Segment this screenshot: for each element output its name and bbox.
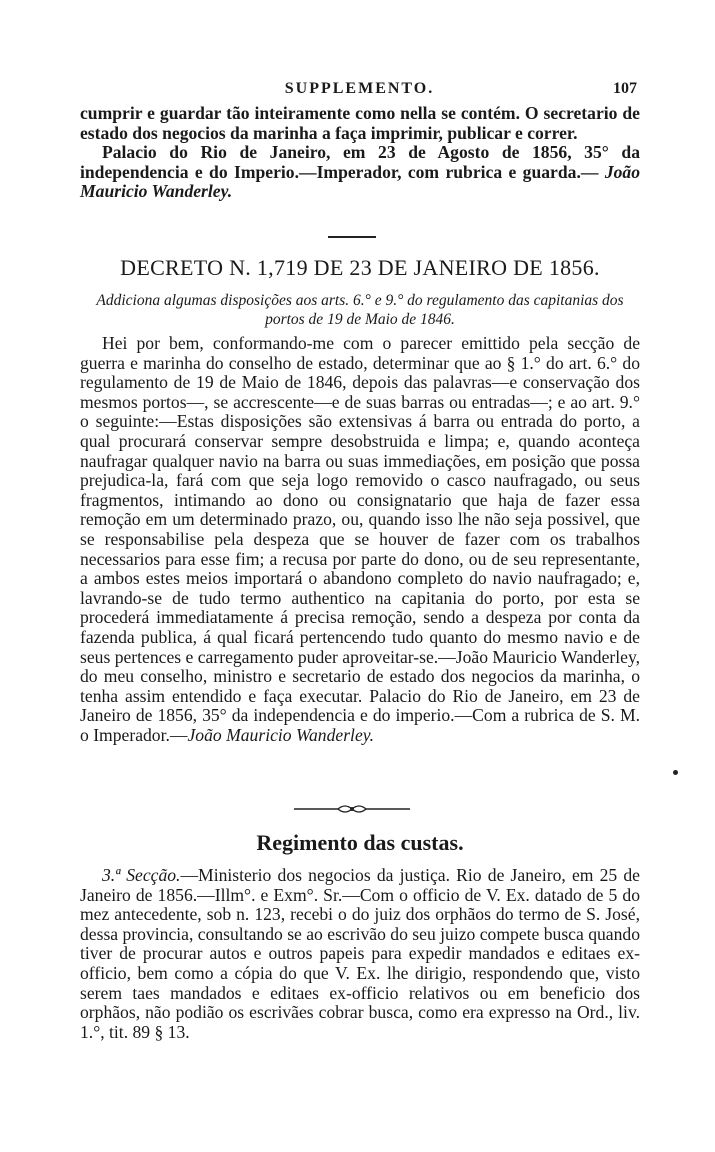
regimento-paragraph <box>80 866 640 1042</box>
intro-signature: João Mauricio Wanderley. <box>80 161 640 202</box>
ornament-divider <box>292 802 412 816</box>
decree-body-paragraph <box>80 334 640 745</box>
regimento-title: Regimento das custas. <box>256 830 464 855</box>
intro-paragraph <box>80 104 640 202</box>
intro-dateline <box>80 143 640 202</box>
section-rule <box>328 236 376 238</box>
decree-body-text: Hei por bem, conformando-me com o parecer emittido pela secção de guerra e marinha do conselho de estado, determinar que ao § 1.° do art. 6.° do regulamento de 19 de Maio de 1846, depois das palavras—e conservação dos mesmos portos—, se accrescente—e de suas barras ou entradas—; e ao art. 9.° o seguinte:—Estas disposições são extensivas á barra ou entrada do porto, a qual procurará conservar sempre desobstruida e limpa; e, quando aconteça naufragar qualquer navio na barra ou suas immediações, em posição que possa prejudica-la, fará com que seja logo removido o casco naufragado, ou seus fragmentos, intimando ao dono ou consignatario que haja de fazer essa remoção em um determinado prazo, ou, quando isso lhe não seja possivel, que se responsabilise pela despeza que se houver de fazer com os trabalhos necessarios para esse fim; a recusa por parte do dono, ou de seu representante, a ambos estes meios importará o abandono completo do navio naufragado; e, lavrando-se de tudo termo authentico na capitania do porto, por esta se procederá immediatamente á precisa remoção, sendo a despeza por conta da fazenda publica, á qual ficará pertencendo tudo quanto do mesmo navio e de seus pertences e carregamento puder aproveitar-se.—João Mauricio Wanderley, do meu conselho, ministro e secretario de estado dos negocios da marinha, o tenha assim entendido e faça executar. Palacio do Rio de Janeiro, em 23 de Janeiro de 1856, 35° da independencia e do imperio.—Com a rubrica de S. M. o Imperador.— <box>80 333 641 745</box>
margin-mark <box>673 770 678 775</box>
page-header <box>82 80 637 104</box>
regimento-text: —Ministerio dos negocios da justiça. Rio de Janeiro, em 25 de Janeiro de 1856.—Illm°. e Exm°. Sr.—Com o officio de V. Ex. datado de 5 do mez antecedente, sob n. 123, recebi o do juiz dos orphãos do termo de S. José, dessa provincia, consultando se ao escrivão do seu juizo compete busca quando tiver de procurar autos e outros papeis para expedir mandados e editaes ex-officio, bem como a cópia do que V. Ex. lhe dirigio, respondendo que, visto serem taes mandados e editaes ex-officio relativos ou em beneficio dos orphãos, não podião os escrivães cobrar busca, como era expresso na Ord., liv. 1.°, tit. 89 § 13. <box>80 865 640 1042</box>
decree-title: DECRETO N. 1,719 DE 23 DE JANEIRO DE 1856. <box>120 255 600 280</box>
intro-dateline-text: Palacio do Rio de Janeiro, em 23 de Agosto de 1856, 35° da independencia e do Imperio.—Imperador, com rubrica e guarda.— <box>80 142 640 182</box>
regimento-section-label: 3.ª Secção. <box>102 865 181 885</box>
intro-text: cumprir e guardar tão inteiramente como nella se contém. O secretario de estado dos negocios da marinha a faça imprimir, publicar e correr. <box>80 103 640 143</box>
decree-body <box>80 334 640 745</box>
running-title: SUPPLEMENTO. <box>284 80 435 97</box>
regimento-body <box>80 866 640 1042</box>
page-number: 107 <box>613 80 637 97</box>
decree-subtitle: Addiciona algumas disposições aos arts. 6.° e 9.° do regulamento das capitanias dos portos de 19 de Maio de 1846. <box>96 292 624 328</box>
decree-signature: João Mauricio Wanderley. <box>187 724 374 745</box>
